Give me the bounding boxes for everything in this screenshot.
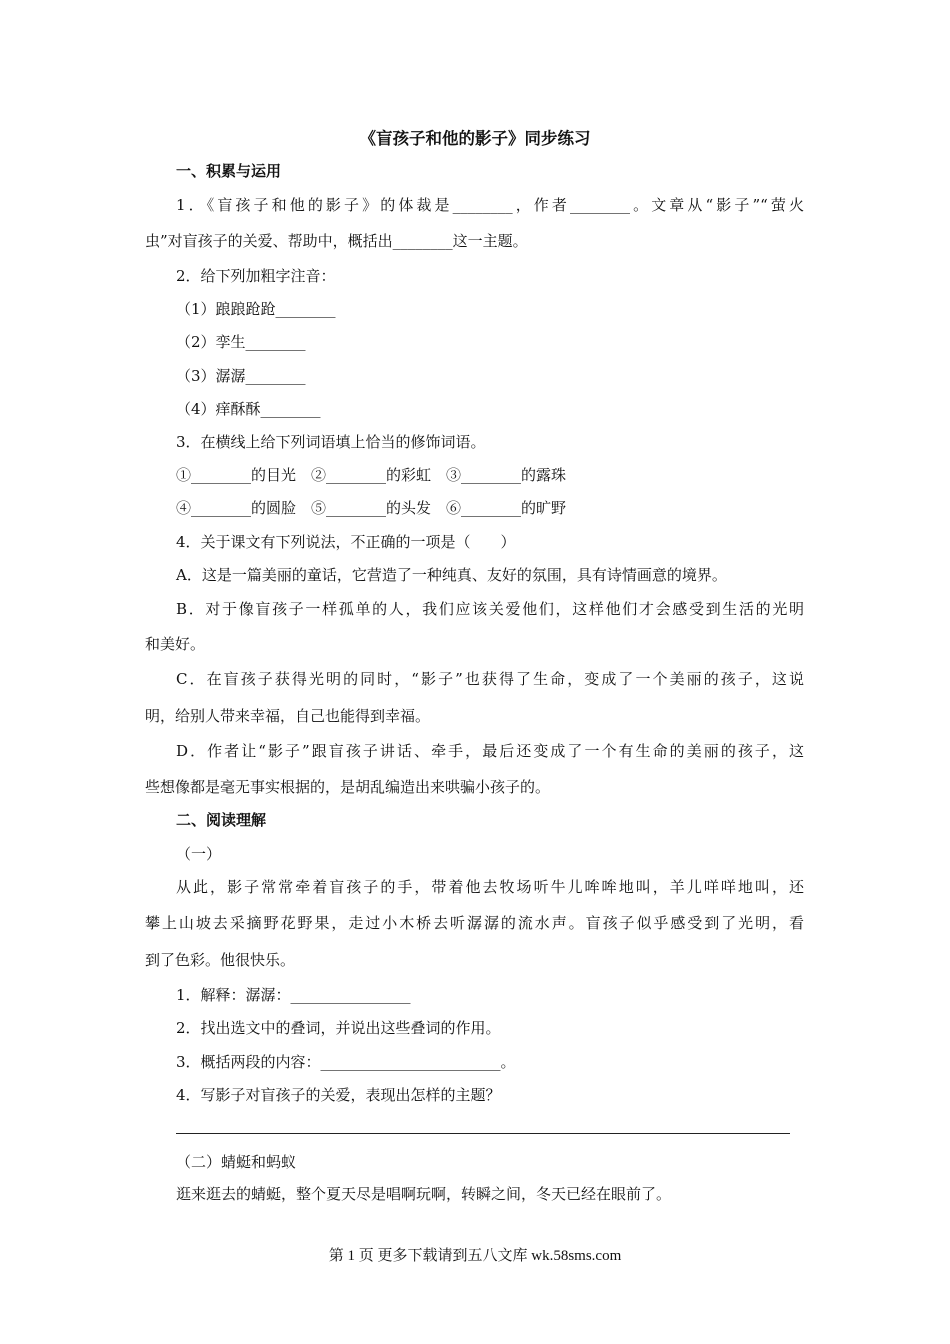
question-2-stem: 2．给下列加粗字注音： [176, 267, 336, 285]
reading-question-3: 3．概括两段的内容：________________________。 [176, 1053, 516, 1071]
reading-question-4: 4．写影子对盲孩子的关爱，表现出怎样的主题？ [176, 1086, 501, 1104]
question-3-row-1: ①________的目光 ②________的彩虹 ③________的露珠 [176, 466, 567, 484]
question-3-stem: 3．在横线上给下列词语填上恰当的修饰词语。 [176, 433, 486, 451]
passage-2-line-1: 逛来逛去的蜻蜓，整个夏天尽是唱啊玩啊，转瞬之间，冬天已经在眼前了。 [176, 1185, 672, 1203]
section-heading-reading: 二、阅读理解 [176, 811, 267, 829]
passage-1-line-1: 从此，影子常常牵着盲孩子的手，带着他去牧场听牛儿哞哞地叫，羊儿咩咩地叫，还 [176, 878, 804, 896]
question-4-option-d-line-2: 些想像都是毫无事实根据的，是胡乱编造出来哄骗小孩子的。 [145, 778, 551, 796]
page-footer: 第 1 页 更多下载请到五八文库 wk.58sms.com [328, 1248, 622, 1264]
question-4-option-d-line-1: D．作者让“影子”跟盲孩子讲话、牵手，最后还变成了一个有生命的美丽的孩子，这 [176, 742, 804, 760]
page-title: 《盲孩子和他的影子》同步练习 [359, 129, 591, 148]
question-2-item-3: （3）潺潺________ [176, 367, 306, 385]
question-4-option-b-line-2: 和美好。 [145, 635, 206, 653]
question-4-option-c-line-1: C．在盲孩子获得光明的同时，“影子”也获得了生命，变成了一个美丽的孩子，这说 [176, 670, 804, 688]
question-2-item-1: （1）踉踉跄跄________ [176, 300, 336, 318]
question-2-item-4: （4）痒酥酥________ [176, 400, 321, 418]
question-1-line-1: 1．《盲孩子和他的影子》的体裁是________，作者________。文章从“影子”“萤火 [176, 196, 804, 214]
question-4-stem: 4．关于课文有下列说法，不正确的一项是（ ） [176, 533, 516, 551]
question-1-line-2: 虫”对盲孩子的关爱、帮助中，概括出________这一主题。 [145, 232, 528, 250]
question-4-option-a: A．这是一篇美丽的童话，它营造了一种纯真、友好的氛围，具有诗情画意的境界。 [176, 566, 727, 584]
reading-question-2: 2．找出选文中的叠词，并说出这些叠词的作用。 [176, 1019, 501, 1037]
question-4-option-c-line-2: 明，给别人带来幸福，自己也能得到幸福。 [145, 707, 431, 725]
answer-line [176, 1133, 790, 1134]
passage-1-line-3: 到了色彩。他很快乐。 [145, 951, 296, 969]
reading-part-1-label: （一） [176, 845, 222, 863]
passage-1-line-2: 攀上山坡去采摘野花野果，走过小木桥去听潺潺的流水声。盲孩子似乎感受到了光明，看 [145, 914, 804, 932]
section-heading-accumulation: 一、积累与运用 [176, 162, 282, 180]
reading-question-1: 1．解释：潺潺：________________ [176, 986, 411, 1004]
reading-part-2-label: （二）蜻蜓和蚂蚁 [176, 1153, 297, 1171]
question-4-option-b-line-1: B．对于像盲孩子一样孤单的人，我们应该关爱他们，这样他们才会感受到生活的光明 [176, 600, 804, 618]
question-3-row-2: ④________的圆脸 ⑤________的头发 ⑥________的旷野 [176, 499, 567, 517]
question-2-item-2: （2）孪生________ [176, 333, 306, 351]
